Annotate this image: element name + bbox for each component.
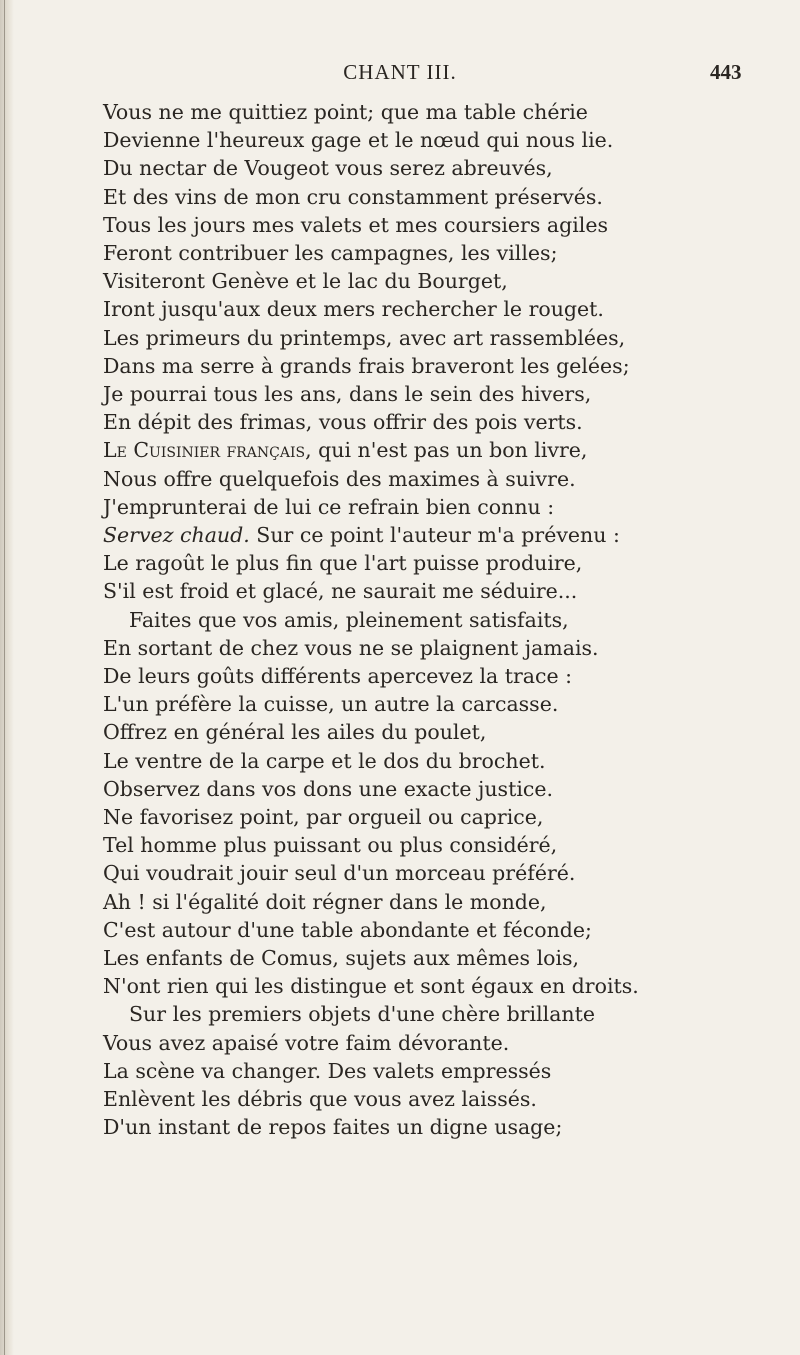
poem-line: La scène va changer. Des valets empressés xyxy=(103,1058,552,1083)
page-binding-shadow xyxy=(0,0,14,1355)
poem-line: Le ragoût le plus fin que l'art puisse produire, xyxy=(103,551,583,576)
page-number: 443 xyxy=(710,60,742,84)
poem-line: C'est autour d'une table abondante et féconde; xyxy=(103,917,592,942)
poem-line: Feront contribuer les campagnes, les villes; xyxy=(103,241,558,265)
poem-line xyxy=(103,521,620,549)
poem-line: Devienne l'heureux gage et le nœud qui nous lie. xyxy=(103,128,614,153)
poem-line-rest: Sur ce point l'auteur m'a prévenu : xyxy=(256,523,620,547)
poem-line: J'emprunterai de lui ce refrain bien connu : xyxy=(103,494,555,519)
poem-line: Dans ma serre à grands frais braveront les gelées; xyxy=(103,353,630,378)
poem-line: L'un préfère la cuisse, un autre la carcasse. xyxy=(103,692,559,717)
poem-line-rest: qui n'est pas un bon livre, xyxy=(318,438,588,463)
running-title: CHANT III. xyxy=(343,60,457,84)
poem-line: Vous avez apaisé votre faim dévorante. xyxy=(103,1030,510,1055)
book-title: Le Cuisinier français, xyxy=(103,438,312,463)
poem-line: Ah ! si l'égalité doit régner dans le monde, xyxy=(103,889,547,914)
poem-line: Iront jusqu'aux deux mers rechercher le rouget. xyxy=(103,297,604,322)
poem-line: Vous ne me quittiez point; que ma table chérie xyxy=(103,100,588,124)
poem-line: Je pourrai tous les ans, dans le sein des hivers, xyxy=(103,382,592,406)
poem-line: En sortant de chez vous ne se plaignent jamais. xyxy=(103,635,599,660)
poem-line: En dépit des frimas, vous offrir des pois verts. xyxy=(103,410,583,435)
poem-line: Observez dans vos dons une exacte justice. xyxy=(103,776,553,801)
poem-line: N'ont rien qui les distingue et sont égaux en droits. xyxy=(103,974,639,999)
poem-line: Et des vins de mon cru constamment préservés. xyxy=(103,184,603,209)
poem-line: Ne favorisez point, par orgueil ou caprice, xyxy=(103,805,544,829)
page-binding-edge xyxy=(4,0,5,1355)
poem-line: De leurs goûts différents apercevez la trace : xyxy=(103,664,573,688)
poem-line: S'il est froid et glacé, ne saurait me séduire... xyxy=(103,579,578,604)
poem-line xyxy=(103,436,587,464)
italic-quote: Servez chaud. xyxy=(103,523,250,547)
poem-line: D'un instant de repos faites un digne usage; xyxy=(103,1115,563,1140)
poem-line: Nous offre quelquefois des maximes à suivre. xyxy=(103,466,576,491)
poem-line: Qui voudrait jouir seul d'un morceau préféré. xyxy=(103,861,576,886)
poem-line: Enlèvent les débris que vous avez laissés. xyxy=(103,1087,537,1111)
poem-line: Du nectar de Vougeot vous serez abreuvés, xyxy=(103,156,553,181)
poem-line: Les primeurs du printemps, avec art rassemblées, xyxy=(103,325,626,350)
poem-line: Offrez en général les ailes du poulet, xyxy=(103,720,487,745)
poem-line: Visiteront Genève et le lac du Bourget, xyxy=(103,269,508,294)
poem-line: Tous les jours mes valets et mes coursiers agiles xyxy=(103,212,608,237)
poem-line: Faites que vos amis, pleinement satisfaits, xyxy=(129,607,569,632)
poem-line: Sur les premiers objets d'une chère brillante xyxy=(129,1002,595,1027)
page-header xyxy=(0,60,800,90)
poem-line: Les enfants de Comus, sujets aux mêmes lois, xyxy=(103,946,580,970)
poem-line: Le ventre de la carpe et le dos du brochet. xyxy=(103,748,546,773)
poem-line: Tel homme plus puissant ou plus considéré, xyxy=(103,833,558,858)
